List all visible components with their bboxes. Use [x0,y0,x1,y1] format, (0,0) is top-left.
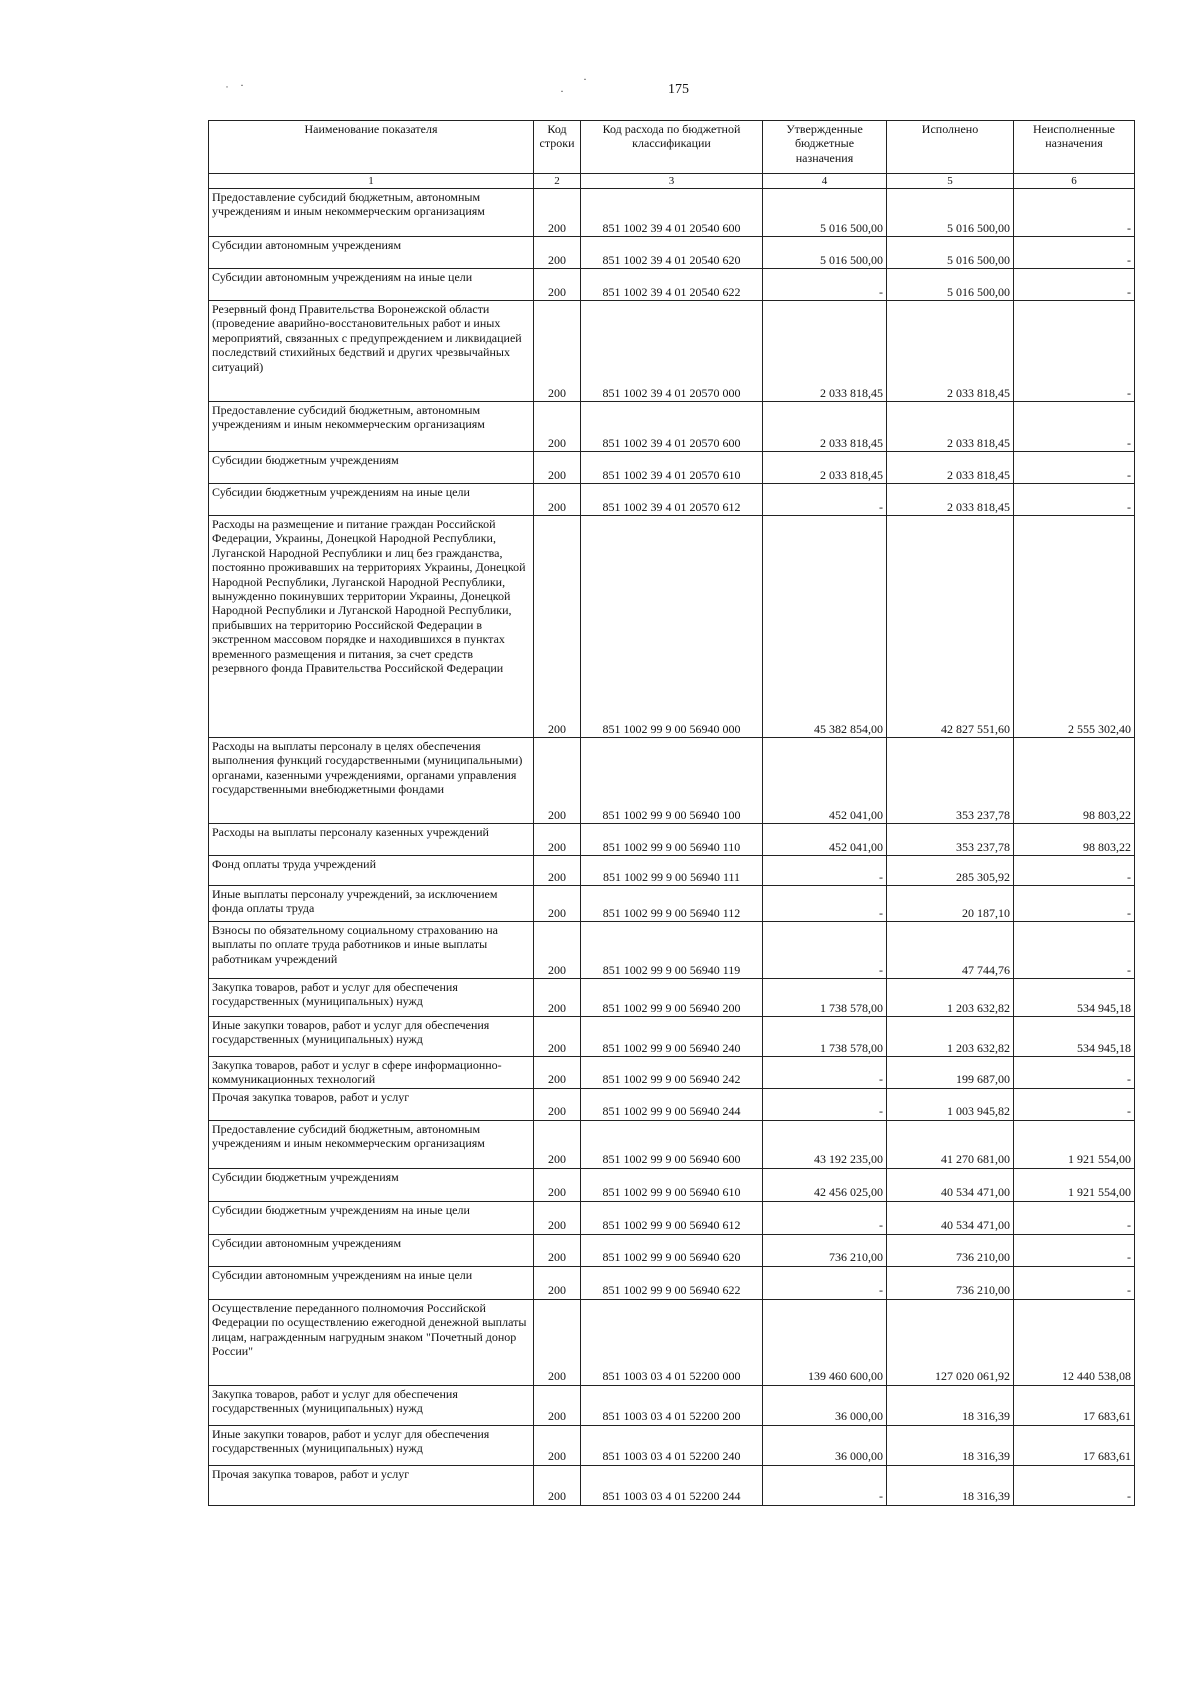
expense-code-cell: 851 1002 99 9 00 56940 622 [581,1266,763,1299]
executed-amount-cell: 285 305,92 [887,856,1014,886]
expense-code-cell: 851 1002 99 9 00 56940 000 [581,516,763,738]
unexecuted-amount-cell: - [1014,402,1135,452]
table-row [209,484,1135,516]
unexecuted-amount-cell: - [1014,886,1135,922]
executed-amount-cell: 41 270 681,00 [887,1120,1014,1168]
expense-code-cell: 851 1002 39 4 01 20570 000 [581,301,763,402]
executed-amount-cell: 18 316,39 [887,1425,1014,1465]
expense-code-cell: 851 1002 99 9 00 56940 112 [581,886,763,922]
indicator-name-cell: Субсидии автономным учреждениям [209,1234,534,1266]
indicator-name-cell: Субсидии автономным учреждениям на иные цели [209,1266,534,1299]
line-code-cell: 200 [534,1385,581,1425]
line-code-cell: 200 [534,516,581,738]
scan-speck: · [240,78,244,92]
executed-amount-cell: 5 016 500,00 [887,189,1014,237]
unexecuted-amount-cell: 534 945,18 [1014,1017,1135,1057]
line-code-cell: 200 [534,1017,581,1057]
unexecuted-amount-cell: - [1014,1088,1135,1120]
table-row [209,269,1135,301]
unexecuted-amount-cell: 534 945,18 [1014,979,1135,1017]
expense-code-cell: 851 1003 03 4 01 52200 000 [581,1299,763,1385]
approved-amount-cell: - [763,886,887,922]
table-row [209,1425,1135,1465]
expense-code-cell: 851 1002 39 4 01 20540 600 [581,189,763,237]
indicator-name-cell: Иные выплаты персоналу учреждений, за исключением фонда оплаты труда [209,886,534,922]
column-number: 3 [581,174,763,189]
unexecuted-amount-cell: 17 683,61 [1014,1425,1135,1465]
expense-code-cell: 851 1002 99 9 00 56940 100 [581,738,763,824]
executed-amount-cell: 1 203 632,82 [887,979,1014,1017]
expense-code-cell: 851 1002 99 9 00 56940 110 [581,824,763,856]
executed-amount-cell: 1 003 945,82 [887,1088,1014,1120]
indicator-name-cell: Предоставление субсидий бюджетным, автономным учреждениям и иным некоммерческим организациям [209,402,534,452]
executed-amount-cell: 353 237,78 [887,824,1014,856]
line-code-cell: 200 [534,1057,581,1089]
indicator-name-cell: Прочая закупка товаров, работ и услуг [209,1088,534,1120]
approved-amount-cell: 2 033 818,45 [763,452,887,484]
executed-amount-cell: 5 016 500,00 [887,269,1014,301]
scan-speck: · [560,84,564,98]
indicator-name-cell: Осуществление переданного полномочия Российской Федерации по осуществлению ежегодной денежной выплаты лицам, награжденным нагрудным знаком "Почетный донор России" [209,1299,534,1385]
table-row [209,516,1135,738]
expense-code-cell: 851 1002 39 4 01 20540 620 [581,237,763,269]
line-code-cell: 200 [534,856,581,886]
approved-amount-cell: - [763,1465,887,1505]
expense-code-cell: 851 1002 99 9 00 56940 200 [581,979,763,1017]
line-code-cell: 200 [534,189,581,237]
approved-amount-cell: 42 456 025,00 [763,1168,887,1201]
scan-speck: ˙ [225,83,229,97]
line-code-cell: 200 [534,269,581,301]
unexecuted-amount-cell: - [1014,1234,1135,1266]
table-row [209,824,1135,856]
indicator-name-cell: Предоставление субсидий бюджетным, автономным учреждениям и иным некоммерческим организациям [209,189,534,237]
approved-amount-cell: 1 738 578,00 [763,979,887,1017]
table-row [209,1057,1135,1089]
approved-amount-cell: 736 210,00 [763,1234,887,1266]
table-row [209,1017,1135,1057]
approved-amount-cell: 2 033 818,45 [763,301,887,402]
line-code-cell: 200 [534,886,581,922]
executed-amount-cell: 47 744,76 [887,922,1014,979]
indicator-name-cell: Закупка товаров, работ и услуг для обеспечения государственных (муниципальных) нужд [209,979,534,1017]
column-number: 2 [534,174,581,189]
expense-code-cell: 851 1003 03 4 01 52200 240 [581,1425,763,1465]
indicator-name-cell: Субсидии бюджетным учреждениям на иные цели [209,1201,534,1234]
executed-amount-cell: 736 210,00 [887,1266,1014,1299]
table-row [209,237,1135,269]
expense-code-cell: 851 1002 99 9 00 56940 242 [581,1057,763,1089]
unexecuted-amount-cell: 98 803,22 [1014,738,1135,824]
approved-amount-cell: 36 000,00 [763,1425,887,1465]
approved-amount-cell: 2 033 818,45 [763,402,887,452]
unexecuted-amount-cell: - [1014,922,1135,979]
executed-amount-cell: 736 210,00 [887,1234,1014,1266]
unexecuted-amount-cell: - [1014,1201,1135,1234]
approved-amount-cell: - [763,856,887,886]
approved-amount-cell: 139 460 600,00 [763,1299,887,1385]
approved-amount-cell: - [763,922,887,979]
approved-amount-cell: - [763,1266,887,1299]
indicator-name-cell: Взносы по обязательному социальному страхованию на выплаты по оплате труда работников и иные выплаты работникам учреждений [209,922,534,979]
line-code-cell: 200 [534,1201,581,1234]
indicator-name-cell: Субсидии автономным учреждениям [209,237,534,269]
column-number: 4 [763,174,887,189]
unexecuted-amount-cell: - [1014,1266,1135,1299]
table-row [209,1234,1135,1266]
indicator-name-cell: Закупка товаров, работ и услуг в сфере информационно-коммуникационных технологий [209,1057,534,1089]
table-row [209,922,1135,979]
column-number: 5 [887,174,1014,189]
line-code-cell: 200 [534,1234,581,1266]
expense-code-cell: 851 1002 99 9 00 56940 111 [581,856,763,886]
line-code-cell: 200 [534,1088,581,1120]
line-code-cell: 200 [534,979,581,1017]
line-code-cell: 200 [534,1266,581,1299]
column-number: 1 [209,174,534,189]
table-row [209,189,1135,237]
indicator-name-cell: Резервный фонд Правительства Воронежской области (проведение аварийно-восстановительных работ и иных мероприятий, связанных с предупреждением и ликвидацией последствий стихийных бедствий и других чрезвычайных ситуаций) [209,301,534,402]
column-number-row [209,174,1135,189]
executed-amount-cell: 127 020 061,92 [887,1299,1014,1385]
line-code-cell: 200 [534,237,581,269]
header-unexecuted: Неисполненные назначения [1014,121,1135,174]
line-code-cell: 200 [534,301,581,402]
approved-amount-cell: 45 382 854,00 [763,516,887,738]
column-number: 6 [1014,174,1135,189]
expense-code-cell: 851 1002 99 9 00 56940 612 [581,1201,763,1234]
approved-amount-cell: - [763,269,887,301]
executed-amount-cell: 2 033 818,45 [887,301,1014,402]
line-code-cell: 200 [534,1425,581,1465]
table-row [209,1201,1135,1234]
approved-amount-cell: 43 192 235,00 [763,1120,887,1168]
approved-amount-cell: 36 000,00 [763,1385,887,1425]
executed-amount-cell: 353 237,78 [887,738,1014,824]
unexecuted-amount-cell: - [1014,1057,1135,1089]
scan-speck: · [583,72,587,86]
executed-amount-cell: 1 203 632,82 [887,1017,1014,1057]
approved-amount-cell: - [763,1201,887,1234]
line-code-cell: 200 [534,402,581,452]
line-code-cell: 200 [534,1465,581,1505]
unexecuted-amount-cell: 1 921 554,00 [1014,1168,1135,1201]
header-row [209,121,1135,174]
table-row [209,886,1135,922]
table-row [209,738,1135,824]
indicator-name-cell: Иные закупки товаров, работ и услуг для обеспечения государственных (муниципальных) нужд [209,1425,534,1465]
table-row [209,1266,1135,1299]
executed-amount-cell: 2 033 818,45 [887,402,1014,452]
unexecuted-amount-cell: 17 683,61 [1014,1385,1135,1425]
table-row [209,402,1135,452]
budget-execution-table [208,120,1135,1506]
expense-code-cell: 851 1002 99 9 00 56940 620 [581,1234,763,1266]
unexecuted-amount-cell: 12 440 538,08 [1014,1299,1135,1385]
line-code-cell: 200 [534,1120,581,1168]
header-executed: Исполнено [887,121,1014,174]
approved-amount-cell: 5 016 500,00 [763,237,887,269]
executed-amount-cell: 5 016 500,00 [887,237,1014,269]
expense-code-cell: 851 1003 03 4 01 52200 244 [581,1465,763,1505]
indicator-name-cell: Фонд оплаты труда учреждений [209,856,534,886]
unexecuted-amount-cell: - [1014,189,1135,237]
unexecuted-amount-cell: 2 555 302,40 [1014,516,1135,738]
executed-amount-cell: 42 827 551,60 [887,516,1014,738]
table-row [209,1088,1135,1120]
indicator-name-cell: Закупка товаров, работ и услуг для обеспечения государственных (муниципальных) нужд [209,1385,534,1425]
executed-amount-cell: 199 687,00 [887,1057,1014,1089]
unexecuted-amount-cell: - [1014,301,1135,402]
indicator-name-cell: Иные закупки товаров, работ и услуг для обеспечения государственных (муниципальных) нужд [209,1017,534,1057]
line-code-cell: 200 [534,1168,581,1201]
expense-code-cell: 851 1002 99 9 00 56940 240 [581,1017,763,1057]
header-approved: Утвержденные бюджетные назначения [763,121,887,174]
approved-amount-cell: 452 041,00 [763,824,887,856]
expense-code-cell: 851 1003 03 4 01 52200 200 [581,1385,763,1425]
unexecuted-amount-cell: 1 921 554,00 [1014,1120,1135,1168]
executed-amount-cell: 40 534 471,00 [887,1201,1014,1234]
line-code-cell: 200 [534,922,581,979]
indicator-name-cell: Субсидии автономным учреждениям на иные цели [209,269,534,301]
indicator-name-cell: Субсидии бюджетным учреждениям [209,452,534,484]
approved-amount-cell: 5 016 500,00 [763,189,887,237]
table-row [209,301,1135,402]
line-code-cell: 200 [534,452,581,484]
expense-code-cell: 851 1002 99 9 00 56940 600 [581,1120,763,1168]
expense-code-cell: 851 1002 99 9 00 56940 119 [581,922,763,979]
unexecuted-amount-cell: 98 803,22 [1014,824,1135,856]
executed-amount-cell: 20 187,10 [887,886,1014,922]
table-row [209,856,1135,886]
table-row [209,1299,1135,1385]
executed-amount-cell: 2 033 818,45 [887,484,1014,516]
executed-amount-cell: 18 316,39 [887,1465,1014,1505]
indicator-name-cell: Прочая закупка товаров, работ и услуг [209,1465,534,1505]
expense-code-cell: 851 1002 39 4 01 20570 600 [581,402,763,452]
approved-amount-cell: 1 738 578,00 [763,1017,887,1057]
expense-code-cell: 851 1002 99 9 00 56940 244 [581,1088,763,1120]
unexecuted-amount-cell: - [1014,452,1135,484]
unexecuted-amount-cell: - [1014,484,1135,516]
line-code-cell: 200 [534,824,581,856]
approved-amount-cell: - [763,1088,887,1120]
expense-code-cell: 851 1002 39 4 01 20570 612 [581,484,763,516]
approved-amount-cell: - [763,1057,887,1089]
executed-amount-cell: 18 316,39 [887,1385,1014,1425]
page-number: 175 [668,82,689,97]
indicator-name-cell: Расходы на выплаты персоналу в целях обеспечения выполнения функций государственными (муниципальными) органами, казенными учреждениями, органами управления государственными внебюджетными фондами [209,738,534,824]
unexecuted-amount-cell: - [1014,856,1135,886]
table-row [209,1120,1135,1168]
approved-amount-cell: 452 041,00 [763,738,887,824]
table-row [209,979,1135,1017]
table-row [209,1385,1135,1425]
expense-code-cell: 851 1002 39 4 01 20540 622 [581,269,763,301]
table-row [209,452,1135,484]
indicator-name-cell: Предоставление субсидий бюджетным, автономным учреждениям и иным некоммерческим организациям [209,1120,534,1168]
unexecuted-amount-cell: - [1014,237,1135,269]
table-row [209,1168,1135,1201]
line-code-cell: 200 [534,738,581,824]
expense-code-cell: 851 1002 99 9 00 56940 610 [581,1168,763,1201]
table-row [209,1465,1135,1505]
approved-amount-cell: - [763,484,887,516]
indicator-name-cell: Субсидии бюджетным учреждениям на иные цели [209,484,534,516]
indicator-name-cell: Субсидии бюджетным учреждениям [209,1168,534,1201]
line-code-cell: 200 [534,484,581,516]
executed-amount-cell: 2 033 818,45 [887,452,1014,484]
unexecuted-amount-cell: - [1014,269,1135,301]
executed-amount-cell: 40 534 471,00 [887,1168,1014,1201]
unexecuted-amount-cell: - [1014,1465,1135,1505]
line-code-cell: 200 [534,1299,581,1385]
indicator-name-cell: Расходы на размещение и питание граждан Российской Федерации, Украины, Донецкой Народной Республики, Луганской Народной Республики и лиц без гражданства, постоянно проживавших на территориях Украины, Донецкой Народной Республики, Луганской Народной Республики, вынужденно покинувших территории Украины, Донецкой Народной Республики и Луганской Народной Республики, прибывших на территорию Российской Федерации в экстренном массовом порядке и находившихся в пунктах временного размещения и питания, за счет средств резервного фонда Правительства Российской Федерации [209,516,534,738]
header-line-code: Код строки [534,121,581,174]
header-name: Наименование показателя [209,121,534,174]
indicator-name-cell: Расходы на выплаты персоналу казенных учреждений [209,824,534,856]
expense-code-cell: 851 1002 39 4 01 20570 610 [581,452,763,484]
header-expense-code: Код расхода по бюджетной классификации [581,121,763,174]
